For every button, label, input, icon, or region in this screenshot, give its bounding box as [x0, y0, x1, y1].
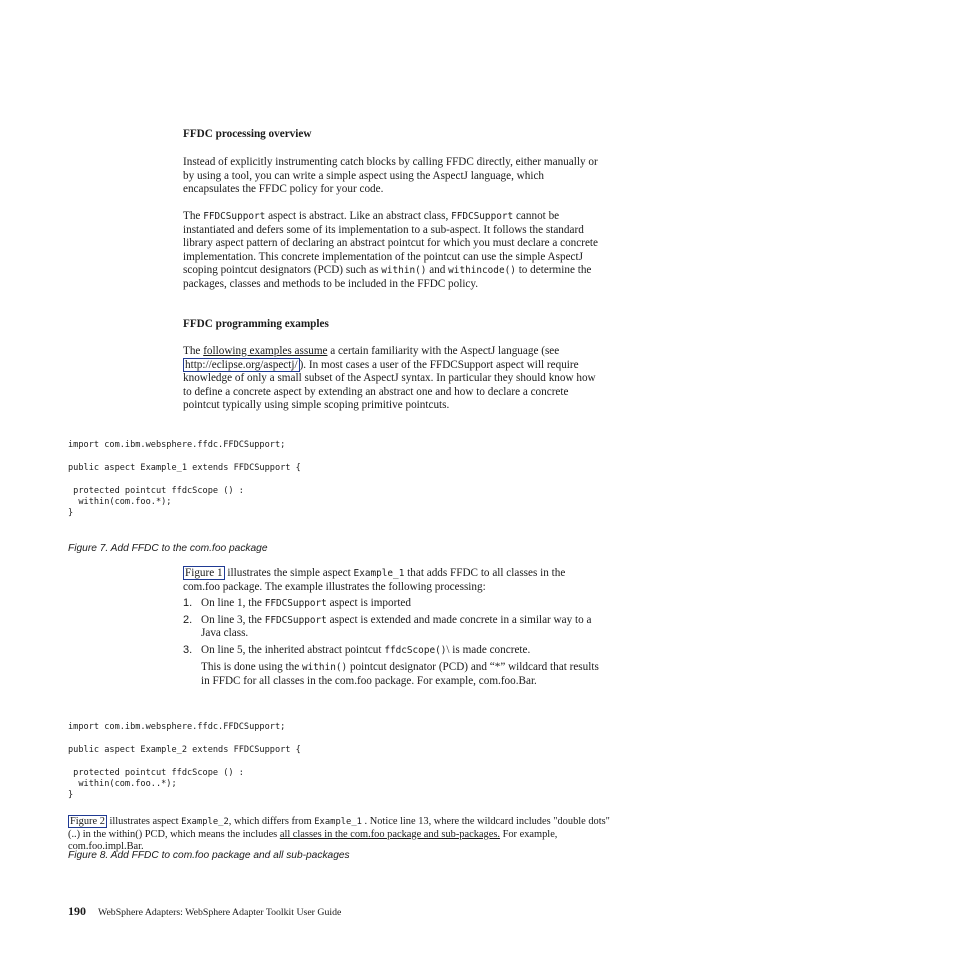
code-ffdcsupport: FFDCSupport [203, 211, 266, 222]
code-example-1: Example_1 [314, 817, 362, 827]
text-run: that adds FFDC to all classes in the com.foo package. The example illustrates the following processing: [183, 567, 566, 593]
text-run: illustrates the simple aspect [224, 567, 354, 579]
text-run: aspect is imported [326, 597, 411, 609]
aspectj-link[interactable]: http://eclipse.org/aspectj/ [185, 358, 298, 371]
text-run: For example, com.foo.impl.Bar. [68, 828, 558, 853]
text-run: \ is made concrete. [446, 643, 531, 656]
paragraph-figure-2-description [68, 816, 613, 854]
code-within: within() [302, 662, 348, 674]
text-run: The [183, 345, 204, 357]
list-item [183, 614, 603, 641]
code-block-example-2: import com.ibm.websphere.ffdc.FFDCSupport; public aspect Example_2 extends FFDCSupport { protected pointcut ffdcScope () : within(com.foo..*); } [68, 722, 301, 801]
page-number: 190 [68, 904, 86, 918]
section-heading-ffdc-processing-overview: FFDC processing overview [183, 128, 312, 140]
figure-2-link[interactable]: Figure 2 [70, 816, 105, 827]
code-ffdcsupport: FFDCSupport [451, 211, 514, 222]
processing-steps-list [183, 597, 603, 689]
code-withincode: withincode() [448, 265, 516, 277]
list-item [183, 597, 603, 611]
text-run: cannot be instantiated and defers some of its implementation to a sub-aspect. It follows the standard library aspect pattern of declaring an abstract pointcut for which you must declare a concrete implementation. This concrete implementation of the pointcut can use the simple AspectJ scoping pointcut designators (PCD) such as [183, 210, 599, 277]
underlined-text: all classes in the com.foo package and sub-packages. [279, 828, 500, 840]
code-block-example-1: import com.ibm.websphere.ffdc.FFDCSupport; public aspect Example_1 extends FFDCSupport { protected pointcut ffdcScope () : within(com.foo.*); } [68, 440, 301, 519]
section-heading-ffdc-programming-examples: FFDC programming examples [183, 318, 329, 330]
code-ffdcscope: ffdcScope() [384, 644, 447, 656]
paragraph-examples-intro [183, 345, 603, 413]
list-number: 1. [183, 597, 193, 609]
text-run: On line 5, the inherited abstract pointcut [201, 643, 385, 656]
text-run: On line 1, the [201, 597, 265, 609]
text-run: aspect is abstract. Like an abstract class, [265, 210, 452, 222]
text-run: and [426, 264, 449, 277]
text-run: . Notice line 13, where the wildcard includes "double dots" (..) in the within() PCD, which means the includes [68, 816, 610, 840]
paragraph-overview: Instead of explicitly instrumenting catch blocks by calling FFDC directly, either manually or by using a tool, you can write a simple aspect using the AspectJ language, which encapsulates the FFDC policy for your code. [183, 156, 598, 196]
underlined-text: following examples assume [203, 345, 328, 357]
text-run: a certain familiarity with the AspectJ language (see [327, 345, 560, 357]
page-footer [68, 902, 341, 920]
code-example-2: Example_2 [181, 817, 229, 827]
text-run: The [183, 210, 204, 222]
text-run: aspect is extended and made concrete in a similar way to a Java class. [201, 613, 592, 640]
paragraph-figure-1-description [183, 567, 603, 594]
text-run: pointcut designator (PCD) and “*” wildcard that results in FFDC for all classes in the com.foo package. For example, com.foo.Bar. [201, 661, 599, 687]
list-item [183, 644, 603, 689]
code-within: within() [381, 265, 427, 277]
text-run: illustrates aspect [106, 816, 182, 827]
figure-8-caption: Figure 8. Add FFDC to com.foo package and all sub-packages [68, 850, 350, 861]
code-example-1: Example_1 [353, 568, 405, 579]
list-number: 2. [183, 613, 193, 626]
paragraph-ffdcsupport-abstract [183, 210, 605, 292]
text-run: On line 3, the [201, 613, 265, 626]
text-run: to determine the packages, classes and methods to be included in the FFDC policy. [183, 264, 592, 290]
text-run: This is done using the [201, 661, 302, 674]
text-run: ). In most cases a user of the FFDCSupport aspect will require knowledge of only a small subset of the AspectJ syntax. In particular they should know how to define a concrete aspect by extending an abstract one and how to declare a concrete pointcut typically using simple scoping primitive pointcuts. [183, 358, 596, 412]
footer-title: WebSphere Adapters: WebSphere Adapter Toolkit User Guide [98, 907, 342, 918]
code-ffdcsupport: FFDCSupport [264, 598, 327, 609]
text-run: , which differs from [228, 816, 315, 827]
list-item-continuation [201, 661, 603, 688]
figure-1-link[interactable]: Figure 1 [185, 567, 223, 579]
list-number: 3. [183, 643, 193, 656]
figure-7-caption: Figure 7. Add FFDC to the com.foo package [68, 543, 268, 554]
code-ffdcsupport: FFDCSupport [264, 614, 327, 626]
